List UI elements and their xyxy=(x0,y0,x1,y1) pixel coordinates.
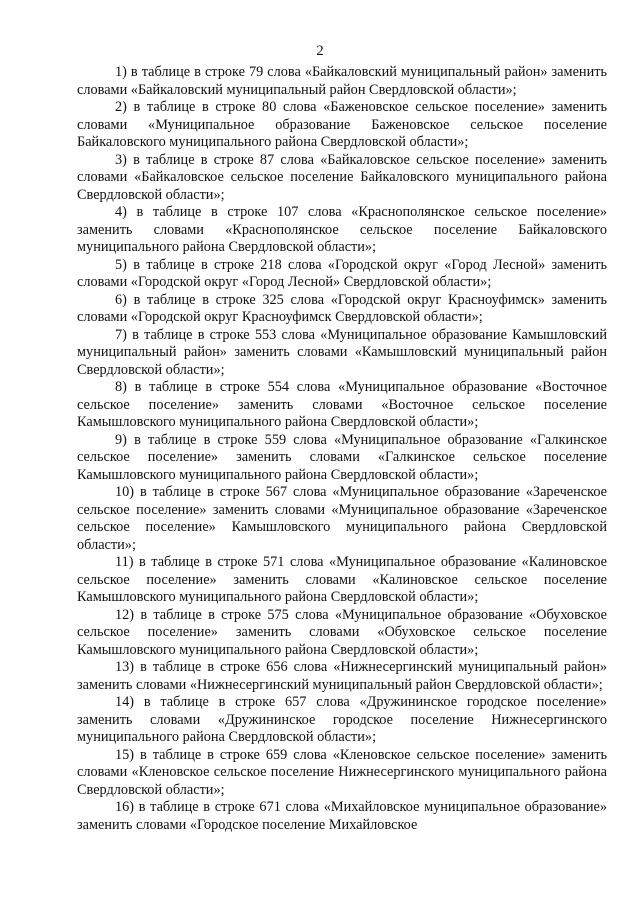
amendment-item-12: 12) в таблице в строке 575 слова «Муниципальное образование «Обуховское сельское поселение» заменить словами «Обуховское сельское поселение Камышловского муниципального района Свердловской области»; xyxy=(77,606,607,658)
amendment-item-16: 16) в таблице в строке 671 слова «Михайловское муниципальное образование» заменить словами «Городское поселение Михайловское xyxy=(77,799,607,833)
document-body xyxy=(77,64,607,834)
amendment-item-14: 14) в таблице в строке 657 слова «Дружининское городское поселение» заменить словами «Дружининское городское поселение Нижнесергинского муниципального района Свердловской области»; xyxy=(77,694,607,745)
amendment-item-6: 6) в таблице в строке 325 слова «Городской округ Красноуфимск» заменить словами «Городской округ Красноуфимск Свердловской области»; xyxy=(77,291,607,325)
amendment-item-1: 1) в таблице в строке 79 слова «Байкаловский муниципальный район» заменить словами «Байкаловский муниципальный район Свердловской области»; xyxy=(77,64,607,98)
amendment-item-8: 8) в таблице в строке 554 слова «Муниципальное образование «Восточное сельское поселение» заменить словами «Восточное сельское поселение Камышловского муниципального района Свердловской области»; xyxy=(77,379,607,430)
amendment-item-4: 4) в таблице в строке 107 слова «Краснополянское сельское поселение» заменить словами «Краснополянское сельское поселение Байкаловского муниципального района Свердловской области»; xyxy=(77,204,607,255)
amendment-item-9: 9) в таблице в строке 559 слова «Муниципальное образование «Галкинское сельское поселение» заменить словами «Галкинское сельское поселение Камышловского муниципального района Свердловской области»; xyxy=(77,431,607,483)
amendment-item-7: 7) в таблице в строке 553 слова «Муниципальное образование Камышловский муниципальный район» заменить словами «Камышловский муниципальный район Свердловской области»; xyxy=(77,326,607,378)
amendment-item-3: 3) в таблице в строке 87 слова «Байкаловское сельское поселение» заменить словами «Байкаловское сельское поселение Байкаловского муниципального района Свердловской области»; xyxy=(77,151,607,203)
amendment-item-13: 13) в таблице в строке 656 слова «Нижнесергинский муниципальный район» заменить словами «Нижнесергинский муниципальный район Свердловской области»; xyxy=(77,659,607,693)
amendment-item-5: 5) в таблице в строке 218 слова «Городской округ «Город Лесной» заменить словами «Городской округ «Город Лесной» Свердловской области»; xyxy=(77,256,607,290)
page-number: 2 xyxy=(316,43,324,59)
amendment-item-15: 15) в таблице в строке 659 слова «Кленовское сельское поселение» заменить словами «Кленовское сельское поселение Нижнесергинского муниципального района Свердловской области»; xyxy=(77,746,607,798)
amendment-item-2: 2) в таблице в строке 80 слова «Баженовское сельское поселение» заменить словами «Муниципальное образование Баженовское сельское поселение Байкаловского муниципального района Свердловской области»; xyxy=(77,99,607,150)
amendment-item-11: 11) в таблице в строке 571 слова «Муниципальное образование «Калиновское сельское поселение» заменить словами «Калиновское сельское поселение Камышловского муниципального района Свердловской области»; xyxy=(77,554,607,605)
amendment-item-10: 10) в таблице в строке 567 слова «Муниципальное образование «Зареченское сельское поселение» заменить словами «Муниципальное образование «Зареченское сельское поселение» Камышловского муниципального района Свердловской области»; xyxy=(77,484,607,553)
